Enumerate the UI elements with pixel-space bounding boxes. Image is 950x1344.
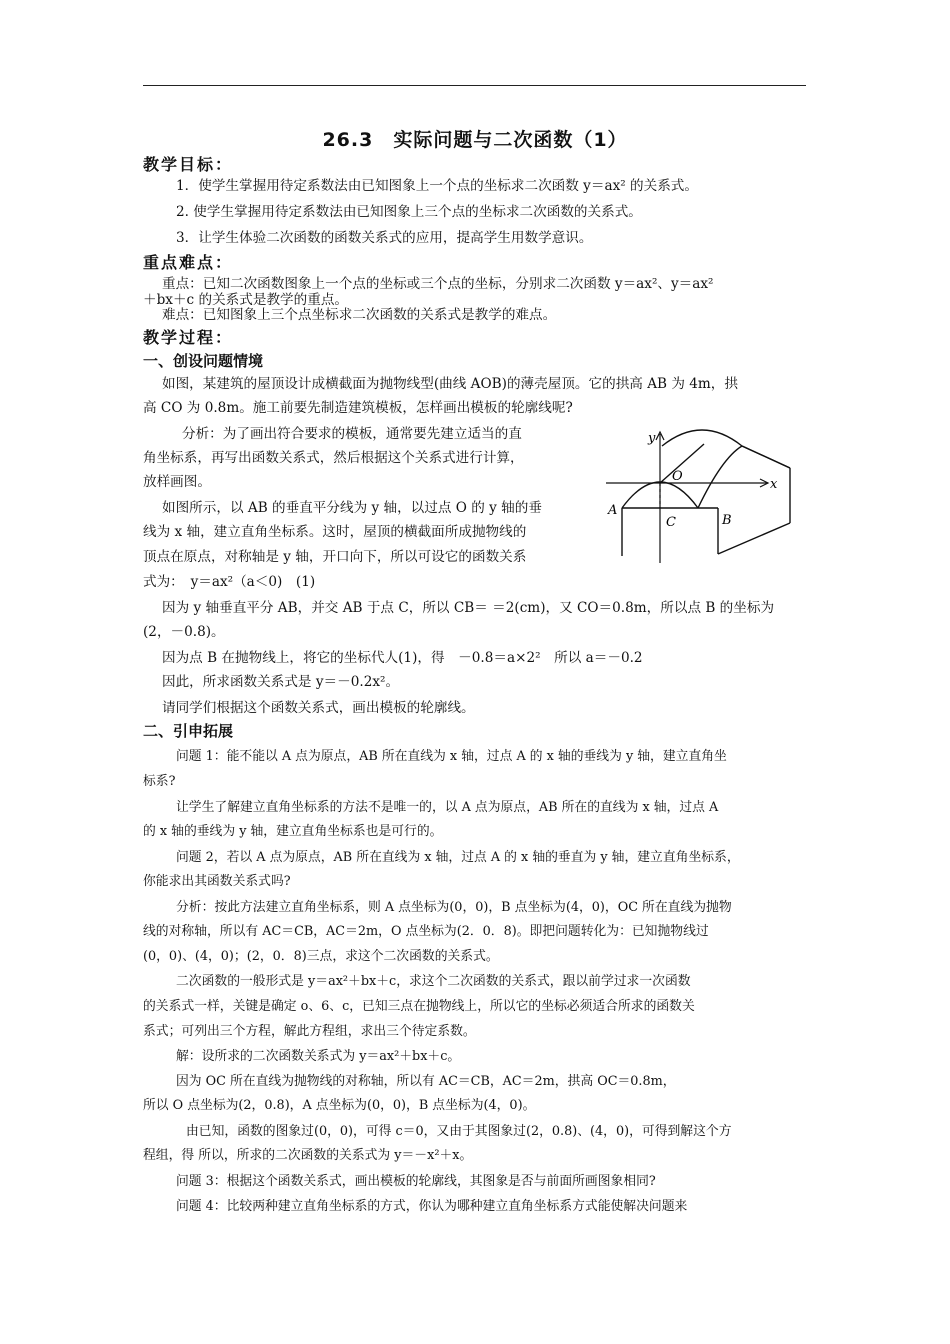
paragraph-line: 分析：按此方法建立直角坐标系，则 A 点坐标为(0，0)，B 点坐标为(4，0)，OC 所在直线为抛物 xyxy=(176,900,732,915)
key-focus-line: 重点：已知二次函数图象上一个点的坐标或三个点的坐标，分别求二次函数 y＝ax²、y＝ax² xyxy=(162,276,714,292)
paragraph-line: 如图所示，以 AB 的垂直平分线为 y 轴，以过点 O 的 y 轴的垂 xyxy=(162,500,542,516)
part1-heading: 一、创设问题情境 xyxy=(143,352,264,370)
goal-line: 3．让学生体验二次函数的函数关系式的应用，提高学生用数学意识。 xyxy=(176,230,593,246)
paragraph-line: 问题 2，若以 A 点为原点，AB 所在直线为 x 轴，过点 A 的 x 轴的垂直为 y 轴，建立直角坐标系， xyxy=(176,850,740,865)
header-rule xyxy=(143,85,806,86)
paragraph-line: 二次函数的一般形式是 y＝ax²＋bx＋c，求这个二次函数的关系式，跟以前学过求一次函数 xyxy=(176,974,691,989)
x-axis-label: x xyxy=(770,477,778,492)
paragraph-line: 解：设所求的二次函数关系式为 y＝ax²＋bx＋c。 xyxy=(176,1049,461,1064)
section-heading-key: 重点难点： xyxy=(143,253,234,272)
paragraph-line: 角坐标系，再写出函数关系式，然后根据这个关系式进行计算， xyxy=(143,450,524,466)
paragraph-line: 线为 x 轴，建立直角坐标系。这时，屋顶的横截面所成抛物线的 xyxy=(143,524,527,540)
paragraph-line: 问题 3：根据这个函数关系式，画出模板的轮廓线，其图象是否与前面所画图象相同? xyxy=(176,1174,656,1189)
point-a-label: A xyxy=(608,503,618,518)
point-b-label: B xyxy=(722,513,732,528)
key-difficulty-line: 难点：已知图象上三个点坐标求二次函数的关系式是教学的难点。 xyxy=(162,307,557,323)
paragraph-line: (2，－0.8)。 xyxy=(143,624,225,640)
paragraph-line: 由已知，函数的图象过(0，0)，可得 c＝0，又由于其图象过(2，0.8)、(4，0)，可得到解这个方 xyxy=(186,1124,732,1139)
paragraph-line: 你能求出其函数关系式吗? xyxy=(143,874,291,889)
paragraph-line: 式为： y＝ax²（a＜0) (1) xyxy=(143,574,316,590)
paragraph-line: 的 x 轴的垂线为 y 轴，建立直角坐标系也是可行的。 xyxy=(143,824,443,839)
y-axis-label: y xyxy=(648,431,656,446)
paragraph-line: 因为 OC 所在直线为抛物线的对称轴，所以有 AC＝CB，AC＝2m，拱高 OC＝0.8m， xyxy=(176,1074,676,1089)
paragraph-line: 系式；可列出三个方程，解此方程组，求出三个待定系数。 xyxy=(143,1024,476,1039)
paragraph-line: 问题 4：比较两种建立直角坐标系的方式，你认为哪种建立直角坐标系方式能使解决问题来 xyxy=(176,1199,688,1214)
paragraph-line: 标系? xyxy=(143,774,176,789)
paragraph-line: 问题 1：能不能以 A 点为原点，AB 所在直线为 x 轴，过点 A 的 x 轴的垂线为 y 轴，建立直角坐 xyxy=(176,749,727,764)
paragraph-line: 高 CO 为 0.8m。施工前要先制造建筑模板，怎样画出模板的轮廓线呢? xyxy=(143,400,573,416)
section-heading-goals: 教学目标： xyxy=(143,155,234,174)
paragraph-line: 因此，所求函数关系式是 y＝－0.2x²。 xyxy=(162,674,400,690)
paragraph-line: 如图，某建筑的屋顶设计成横截面为抛物线型(曲线 AOB)的薄壳屋顶。它的拱高 AB 为 4m，拱 xyxy=(162,376,738,392)
paragraph-line: 分析：为了画出符合要求的模板，通常要先建立适当的直 xyxy=(182,426,522,442)
paragraph-line: 所以 O 点坐标为(2，0.8)，A 点坐标为(0，0)，B 点坐标为(4，0)。 xyxy=(143,1098,536,1113)
goal-line: 1．使学生掌握用待定系数法由已知图象上一个点的坐标求二次函数 y＝ax² 的关系式。 xyxy=(176,178,698,194)
paragraph-line: 顶点在原点，对称轴是 y 轴，开口向下，所以可设它的函数关系 xyxy=(143,549,527,565)
paragraph-line: 的关系式一样，关键是确定 o、6、c，已知三点在抛物线上，所以它的坐标必须适合所求的函数关 xyxy=(143,999,695,1014)
page-title: 26.3 实际问题与二次函数（1） xyxy=(322,129,628,151)
goal-line: 2. 使学生掌握用待定系数法由已知图象上三个点的坐标求二次函数的关系式。 xyxy=(176,204,642,220)
paragraph-line: 程组，得 所以，所求的二次函数的关系式为 y＝－x²＋x。 xyxy=(143,1148,473,1163)
paragraph-line: 让学生了解建立直角坐标系的方法不是唯一的，以 A 点为原点，AB 所在的直线为 x 轴，过点 A xyxy=(176,800,719,815)
paragraph-line: (0，0)、(4，0)；(2，0．8)三点，求这个二次函数的关系式。 xyxy=(143,949,499,964)
paragraph-line: 因为 y 轴垂直平分 AB，并交 AB 于点 C，所以 CB＝ ＝2(cm)，又 CO＝0.8m，所以点 B 的坐标为 xyxy=(162,600,775,616)
section-heading-process: 教学过程： xyxy=(143,328,234,347)
point-o-label: O xyxy=(672,469,683,484)
paragraph-line: 线的对称轴，所以有 AC＝CB，AC＝2m，O 点坐标为(2．0．8)。即把问题转化为：已知抛物线过 xyxy=(143,924,709,939)
paragraph-line: 请同学们根据这个函数关系式，画出模板的轮廓线。 xyxy=(162,700,475,716)
part2-heading: 二、引申拓展 xyxy=(143,722,234,740)
point-c-label: C xyxy=(666,515,676,530)
back-arch-curve xyxy=(662,430,742,446)
paragraph-line: 因为点 B 在抛物线上，将它的坐标代人(1)，得 －0.8＝a×2² 所以 a＝－0.2 xyxy=(162,650,643,666)
key-focus-line: ＋bx＋c 的关系式是教学的重点。 xyxy=(143,292,349,308)
roof-parabola-figure xyxy=(602,428,794,566)
paragraph-line: 放样画图。 xyxy=(143,474,211,490)
